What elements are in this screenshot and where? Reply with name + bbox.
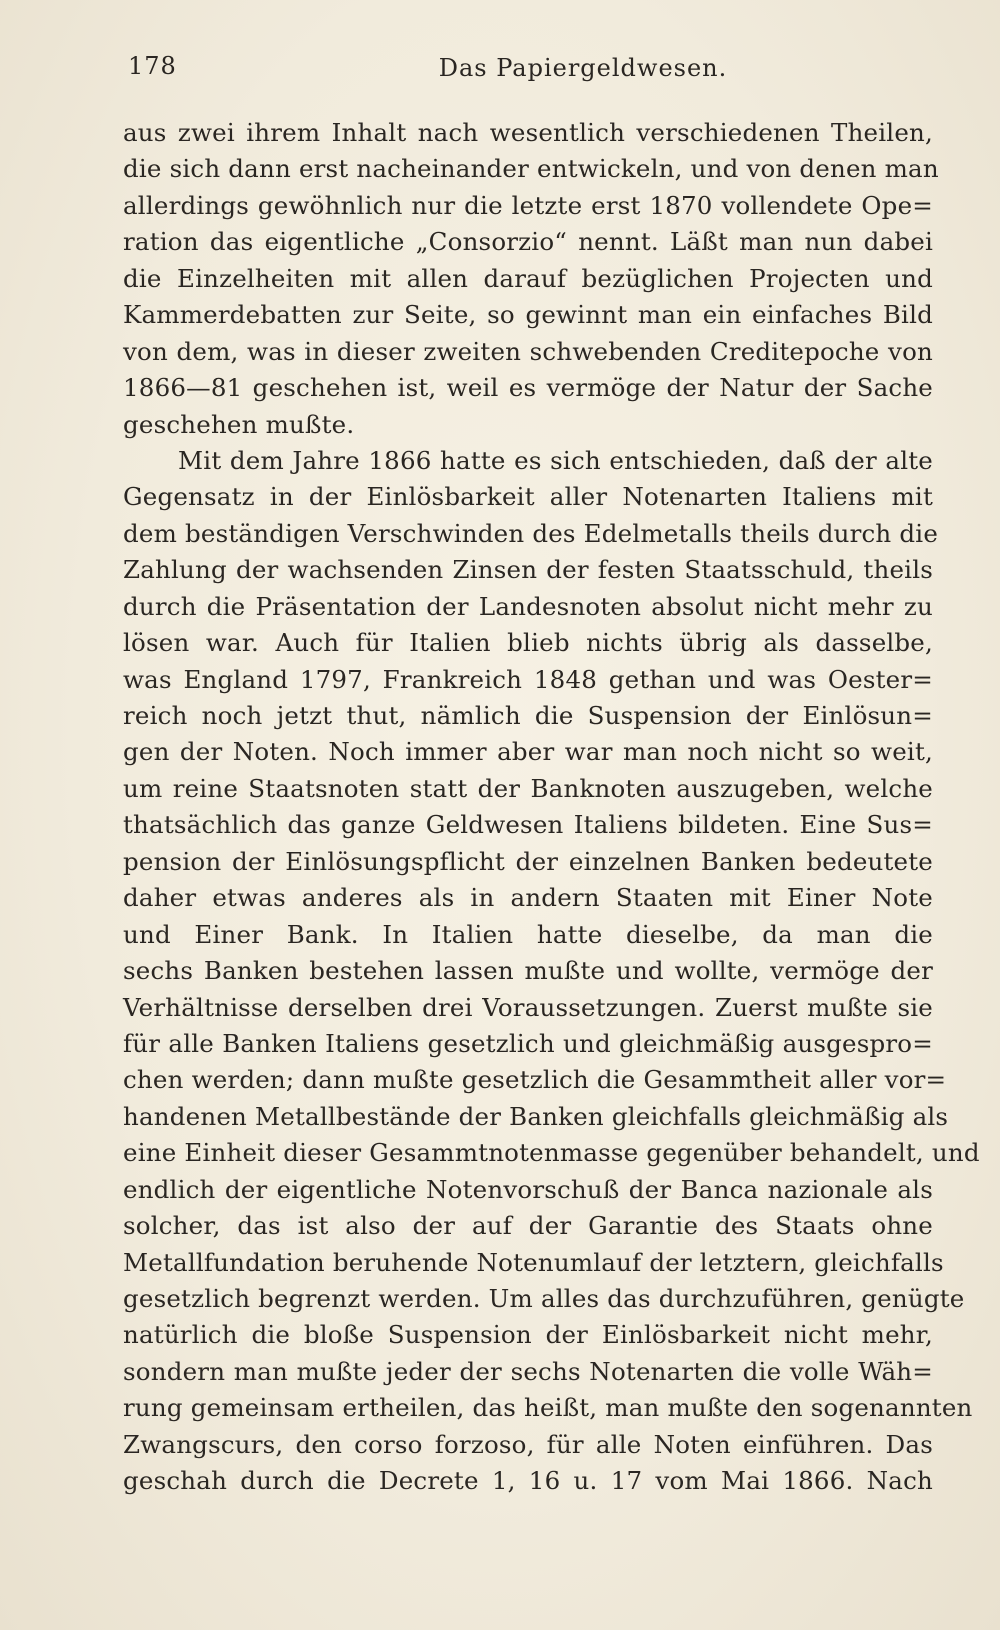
page-number: 178 — [128, 52, 177, 80]
text-line: dem beständigen Verschwinden des Edelmetalls theils durch die — [123, 518, 939, 548]
text-line: endlich der eigentliche Notenvorschuß der Banca nazionale als — [123, 1174, 933, 1204]
text-line: Gegensatz in der Einlösbarkeit aller Notenarten Italiens mit — [123, 482, 933, 512]
text-line: und Einer Bank. In Italien hatte dieselbe, da man die — [123, 919, 933, 949]
text-line: Metallfundation beruhende Notenumlauf der letztern, gleichfalls — [123, 1247, 944, 1277]
text-line: daher etwas anderes als in andern Staaten mit Einer Note — [123, 883, 933, 913]
text-line: gesetzlich begrenzt werden. Um alles das durchzuführen, genügte — [123, 1284, 965, 1313]
text-line: reich noch jetzt thut, nämlich die Suspension der Einlösun= — [123, 701, 933, 730]
body-text — [123, 115, 980, 1500]
text-line: 1866—81 geschehen ist, weil es vermöge der Natur der Sache — [123, 373, 933, 403]
text-line: von dem, was in dieser zweiten schwebenden Creditepoche von — [123, 336, 933, 366]
text-line: für alle Banken Italiens gesetzlich und gleichmäßig ausgespro= — [123, 1028, 933, 1058]
text-line: Mit dem Jahre 1866 hatte es sich entschieden, daß der alte — [178, 445, 933, 475]
text-line: lösen war. Auch für Italien blieb nichts übrig als dasselbe, — [123, 628, 933, 658]
text-line: handenen Metallbestände der Banken gleichfalls gleichmäßig als — [123, 1101, 949, 1131]
running-title: Das Papiergeldwesen. — [438, 54, 728, 82]
text-line: was England 1797, Frankreich 1848 gethan und was Oester= — [123, 664, 933, 694]
text-line: durch die Präsentation der Landesnoten absolut nicht mehr zu — [123, 591, 933, 621]
text-line: thatsächlich das ganze Geldwesen Italiens bildeten. Eine Sus= — [123, 810, 933, 840]
text-line: eine Einheit dieser Gesammtnotenmasse gegenüber behandelt, und — [123, 1138, 980, 1168]
text-line: gen der Noten. Noch immer aber war man noch nicht so weit, — [123, 737, 933, 767]
text-line: geschehen mußte. — [123, 409, 355, 439]
text-line: sechs Banken bestehen lassen mußte und wollte, vermöge der — [123, 956, 933, 986]
page-header — [128, 52, 928, 92]
text-line: sondern man mußte jeder der sechs Notenarten die volle Wäh= — [123, 1356, 933, 1386]
text-line: solcher, das ist also der auf der Garantie des Staats ohne — [123, 1211, 933, 1241]
text-line: um reine Staatsnoten statt der Banknoten auszugeben, welche — [123, 773, 933, 803]
text-line: die Einzelheiten mit allen darauf bezüglichen Projecten und — [123, 263, 933, 293]
text-line: rung gemeinsam ertheilen, das heißt, man mußte den sogenannten — [123, 1393, 973, 1423]
text-line: Zwangscurs, den corso forzoso, für alle Noten einführen. Das — [123, 1429, 933, 1459]
text-line: Verhältnisse derselben drei Voraussetzungen. Zuerst mußte sie — [123, 992, 933, 1022]
text-line: die sich dann erst nacheinander entwickeln, und von denen man — [123, 154, 939, 184]
text-line: pension der Einlösungspflicht der einzelnen Banken bedeutete — [123, 846, 933, 876]
text-line: aus zwei ihrem Inhalt nach wesentlich verschiedenen Theilen, — [123, 118, 933, 147]
text-line: allerdings gewöhnlich nur die letzte erst 1870 vollendete Ope= — [123, 190, 933, 220]
text-line: chen werden; dann mußte gesetzlich die Gesammtheit aller vor= — [123, 1065, 947, 1095]
text-line: ration das eigentliche „Consorzio“ nennt. Läßt man nun dabei — [123, 227, 933, 257]
text-line: Kammerdebatten zur Seite, so gewinnt man ein einfaches Bild — [123, 300, 933, 330]
text-line: geschah durch die Decrete 1, 16 u. 17 vom Mai 1866. Nach — [123, 1466, 933, 1496]
text-line: Zahlung der wachsenden Zinsen der festen Staatsschuld, theils — [123, 555, 933, 585]
text-line: natürlich die bloße Suspension der Einlösbarkeit nicht mehr, — [123, 1320, 933, 1350]
